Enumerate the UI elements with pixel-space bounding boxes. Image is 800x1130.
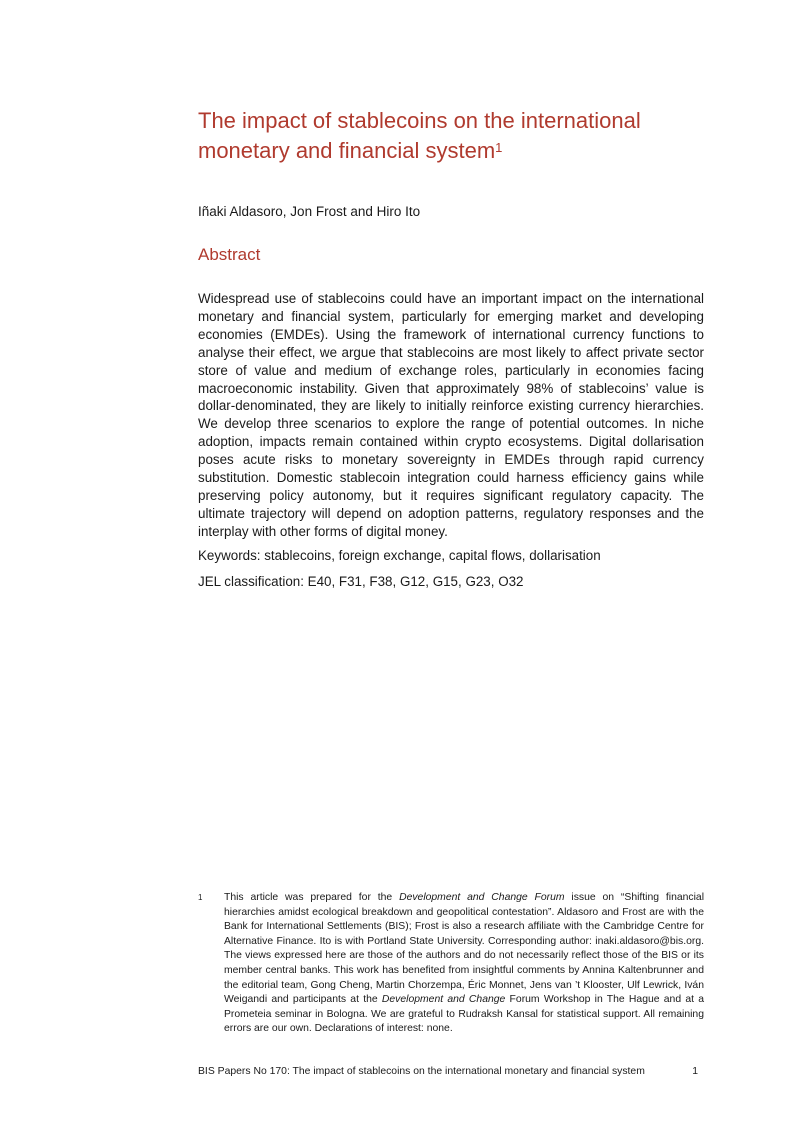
page-footer [198, 1066, 698, 1077]
keywords: Keywords: stablecoins, foreign exchange, capital flows, dollarisation [198, 548, 601, 563]
footnote-text [224, 891, 704, 1037]
footer-text: BIS Papers No 170: The impact of stablecoins on the international monetary and financial system [198, 1066, 645, 1077]
abstract-heading: Abstract [198, 245, 261, 264]
paper-title [198, 106, 718, 166]
page-number: 1 [692, 1066, 698, 1077]
paper-title-text: The impact of stablecoins on the international monetary and financial system [198, 108, 641, 163]
abstract-body: Widespread use of stablecoins could have an important impact on the international monetary and financial system, particularly for emerging market and developing economies (EMDEs). Using the framework of international currency functions to analyse their effect, we argue that stablecoins are most likely to affect private sector store of value and medium of exchange roles, particularly in economies facing macroeconomic instability. Given that approximately 98% of stablecoins’ value is dollar-denominated, they are likely to initially reinforce existing currency hierarchies. We develop three scenarios to explore the range of potential outcomes. In niche adoption, impacts remain contained within crypto ecosystems. Digital dollarisation poses acute risks to monetary sovereignty in EMDEs through rapid currency substitution. Domestic stablecoin integration could harness efficiency gains while preserving policy autonomy, but it requires significant regulatory capacity. The ultimate trajectory will depend on adoption patterns, regulatory responses and the interplay with other forms of digital money. [198, 291, 704, 539]
author-list: Iñaki Aldasoro, Jon Frost and Hiro Ito [198, 204, 421, 219]
footnote-italic-journal: Development and Change Forum [399, 892, 565, 903]
footnote-mark: 1 [198, 893, 203, 902]
title-footnote-mark: 1 [495, 140, 503, 155]
footnote-text-part: issue on “Shifting financial hierarchies amidst ecological breakdown and geopolitical contestation”. Aldasoro and Frost are with the Bank for International Settlements (BIS); Frost is also a research affiliate with the Cambridge Centre for Alternative Finance. Ito is with Portland State University. Corresponding author: inaki.aldasoro@bis.org. The views expressed here are those of the authors and do not necessarily reflect those of the BIS or its member central banks. This work has benefited from insightful comments by Annina Kaltenbrunner and the editorial team, Gong Cheng, Martin Chorzempa, Éric Monnet, Jens van ’t Klooster, Ulf Lewrick, Iván Weigandi and participants at the [224, 892, 705, 1006]
footnote-italic-journal: Development and Change [381, 994, 506, 1006]
footnote [198, 891, 704, 1037]
jel-classification: JEL classification: E40, F31, F38, G12, G15, G23, O32 [198, 574, 524, 589]
footnote-text-part: This article was prepared for the [224, 892, 400, 903]
footnote-text-part: Forum Workshop in The Hague and at a Prometeia seminar in Bologna. We are grateful to Rudraksh Kansal for statistical support. All remaining errors are our own. Declarations of interest: none. [224, 994, 705, 1035]
